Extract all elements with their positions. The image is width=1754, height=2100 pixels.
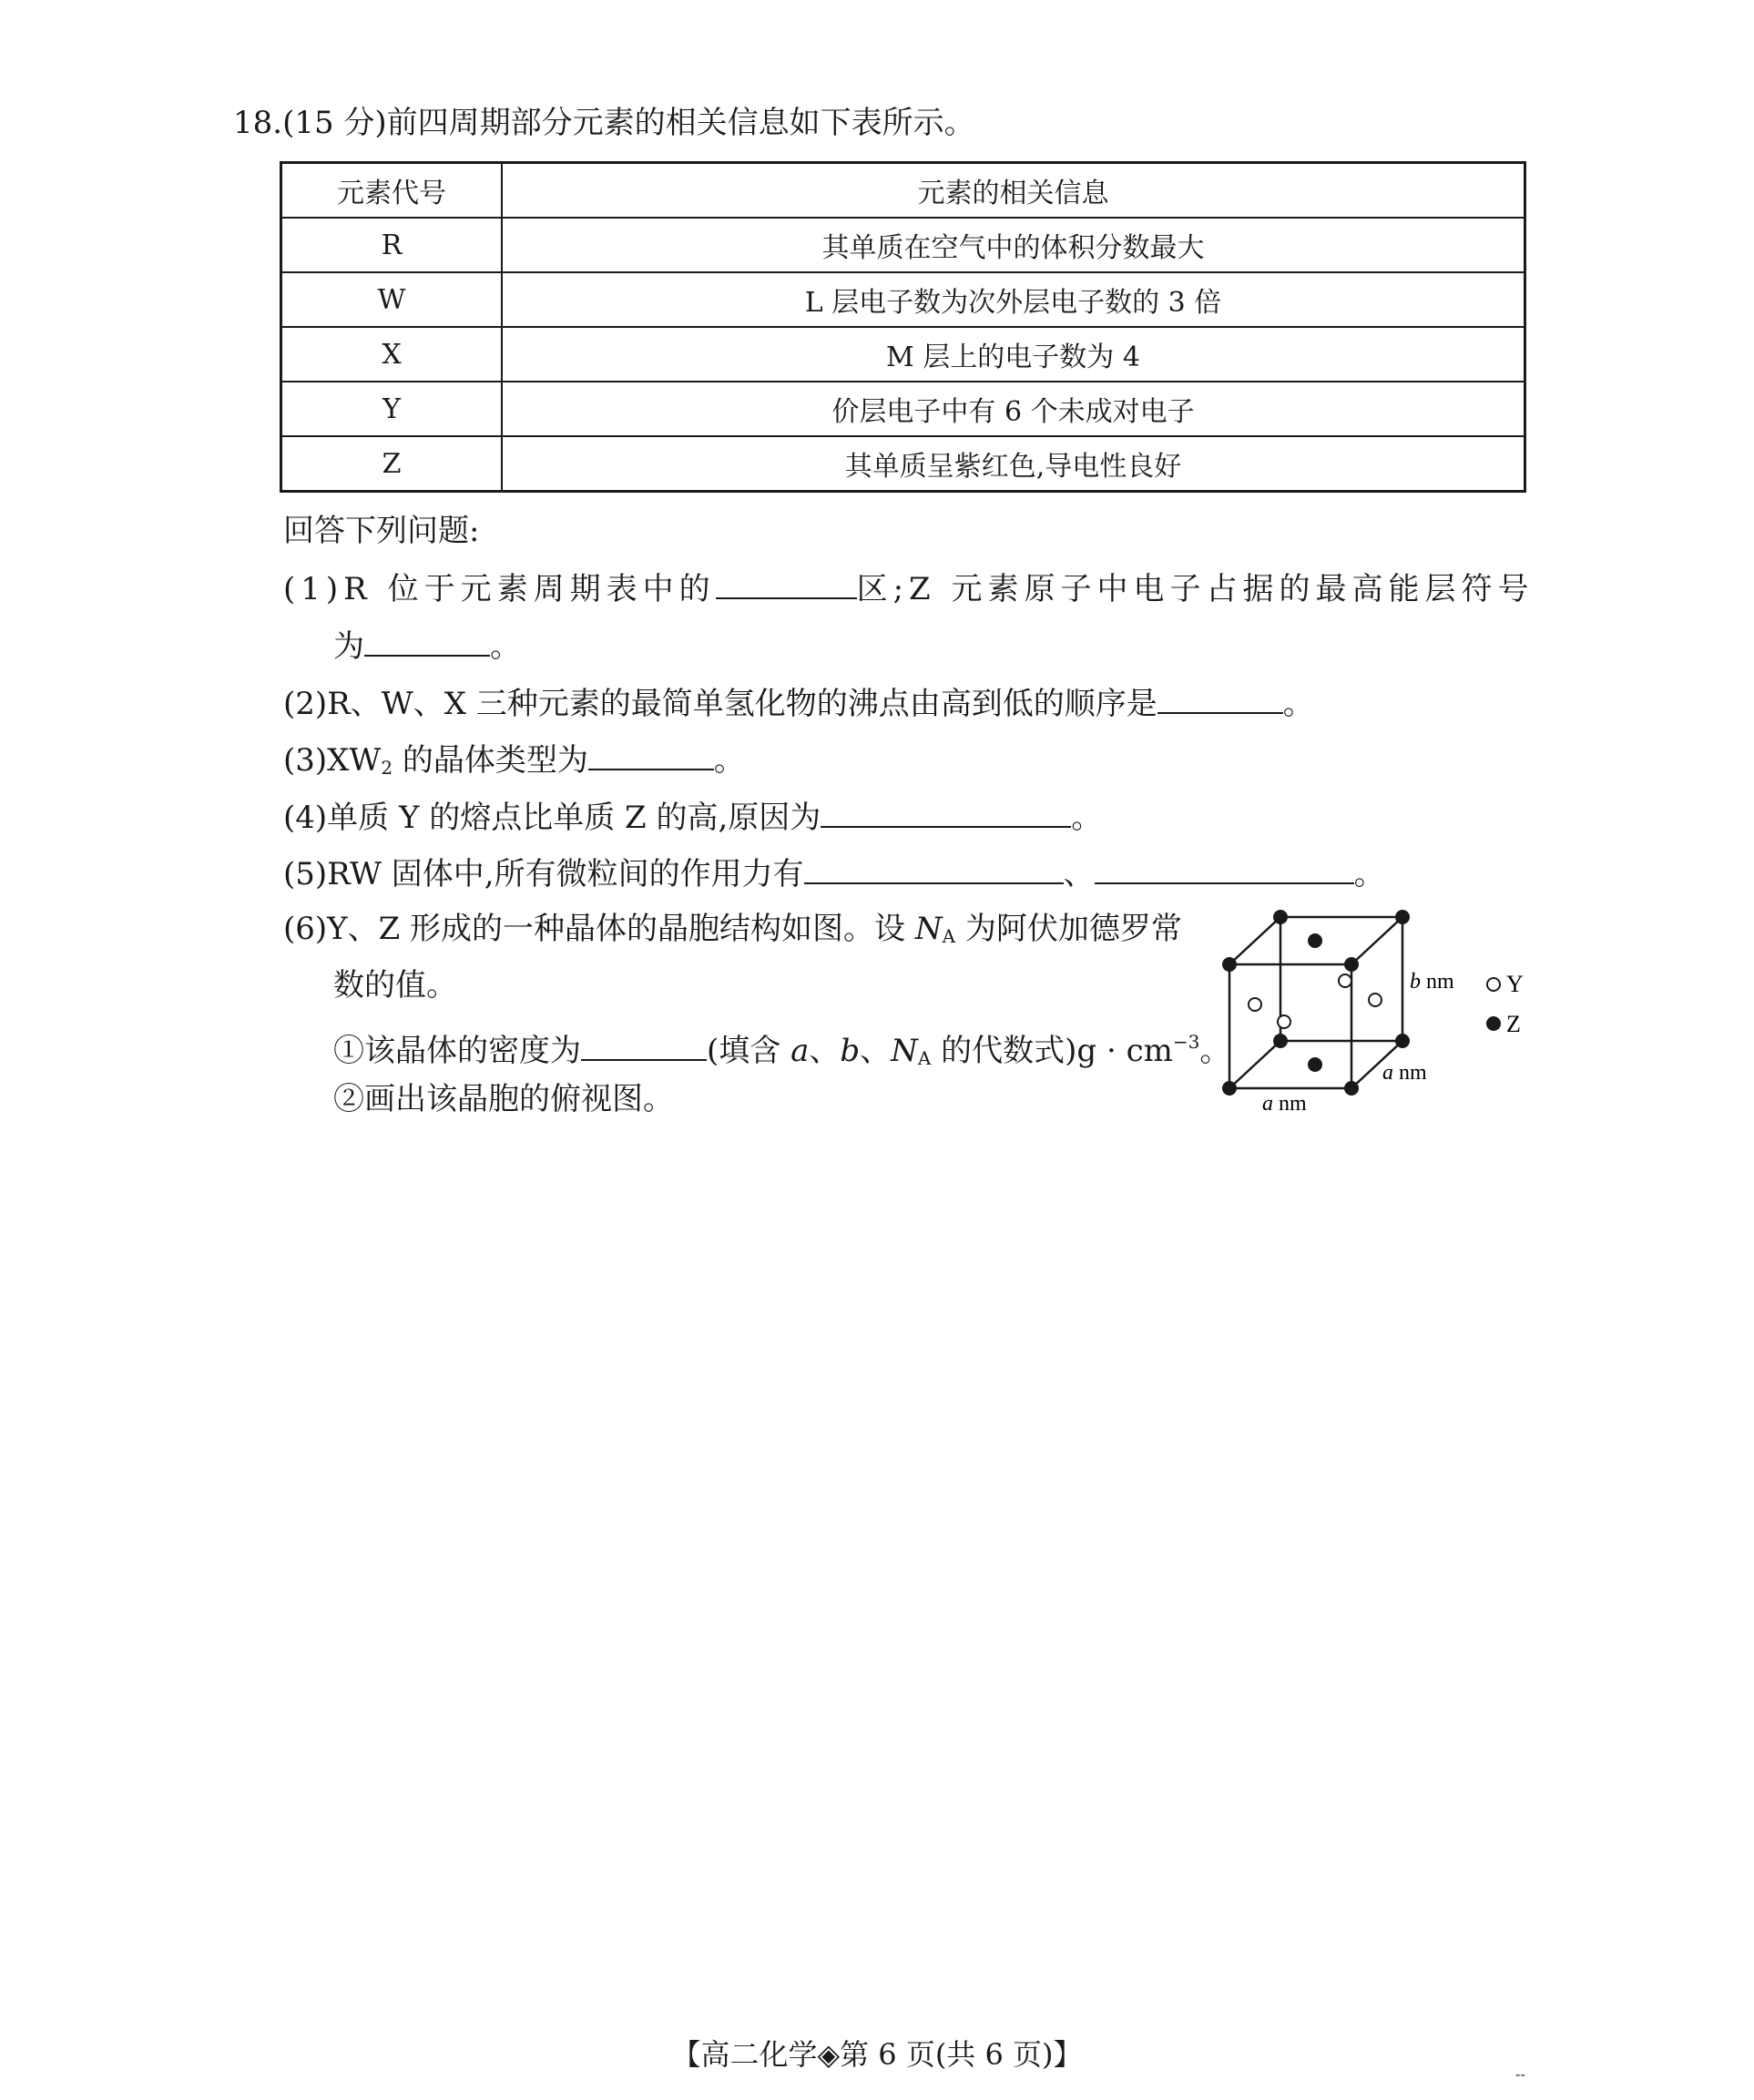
legend-y-label: Y <box>1506 971 1524 997</box>
answer-blank-5b[interactable] <box>1095 851 1354 884</box>
element-info-table <box>280 161 1526 493</box>
question-3 <box>283 738 745 789</box>
table-row <box>281 382 1525 436</box>
question-6-part-2: ②画出该晶胞的俯视图。 <box>333 1081 674 1117</box>
answer-blank-6-density[interactable] <box>581 1028 707 1061</box>
avogadro-subscript: A <box>942 925 956 947</box>
question-1-text-b: 区;Z 元素原子中电子占据的最高能层符号 <box>856 571 1535 607</box>
question-1-line-1 <box>283 566 1534 610</box>
question-1-text-c: 为 <box>333 628 364 665</box>
label-b-nm: b nm <box>1410 970 1454 994</box>
answer-blank-1a[interactable] <box>716 566 857 599</box>
question-6-part-1 <box>333 1021 1230 1079</box>
z-atom <box>1395 1034 1410 1048</box>
z-atom <box>1308 1057 1322 1072</box>
question-5-separator: 、 <box>1063 856 1095 892</box>
part-1-text-b: (填含 <box>707 1033 791 1069</box>
z-atom <box>1308 933 1322 948</box>
z-atom <box>1273 910 1288 924</box>
question-2-end: 。 <box>1282 686 1314 722</box>
question-4-end: 。 <box>1071 800 1103 836</box>
part-1-text-c: 的代数式)g · cm <box>931 1033 1173 1069</box>
part-1-text-d: 。 <box>1199 1033 1231 1069</box>
table-row <box>281 436 1525 492</box>
answer-prompt: 回答下列问题: <box>283 513 480 549</box>
z-atom <box>1222 1081 1237 1096</box>
part-1-sep-2: 、 <box>860 1033 892 1069</box>
question-5-end: 。 <box>1353 856 1385 892</box>
question-3-text-a: (3)XW <box>283 742 382 779</box>
y-atom <box>1249 998 1261 1011</box>
legend-y-marker <box>1487 978 1500 991</box>
y-atom <box>1339 974 1351 987</box>
element-info: 其单质呈紫红色,导电性良好 <box>502 436 1525 492</box>
part-1-sep-1: 、 <box>809 1033 841 1069</box>
element-code: R <box>281 218 503 272</box>
question-5 <box>283 851 1385 895</box>
question-5-text: (5)RW 固体中,所有微粒间的作用力有 <box>283 856 804 892</box>
question-6-line-1 <box>283 908 1182 957</box>
avogadro-subscript-2: A <box>917 1047 932 1069</box>
question-4 <box>283 795 1102 839</box>
y-atom <box>1278 1015 1290 1028</box>
element-code: X <box>281 327 503 382</box>
element-info: L 层电子数为次外层电子数的 3 倍 <box>502 272 1525 327</box>
table-row <box>281 218 1525 272</box>
table-header-info: 元素的相关信息 <box>502 163 1525 219</box>
avogadro-symbol: N <box>914 911 943 947</box>
var-b: b <box>840 1033 861 1069</box>
answer-blank-5a[interactable] <box>804 851 1064 884</box>
part-1-text-a: ①该晶体的密度为 <box>333 1033 581 1069</box>
question-1-text-a: (1)R 位于元素周期表中的 <box>283 571 716 607</box>
element-info: 其单质在空气中的体积分数最大 <box>502 218 1525 272</box>
z-atom <box>1222 957 1237 972</box>
page-footer: 【高二化学◈第 6 页(共 6 页)】 <box>671 2037 1083 2072</box>
question-3-end: 。 <box>713 742 745 779</box>
question-2 <box>283 681 1314 725</box>
element-code: Y <box>281 382 503 436</box>
question-4-text: (4)单质 Y 的熔点比单质 Z 的高,原因为 <box>283 800 821 836</box>
question-1-text-d: 。 <box>490 628 521 665</box>
question-2-text: (2)R、W、X 三种元素的最简单氢化物的沸点由高到低的顺序是 <box>283 686 1157 722</box>
legend-z-marker <box>1486 1016 1501 1031</box>
element-info: M 层上的电子数为 4 <box>502 327 1525 382</box>
table-row <box>281 327 1525 382</box>
element-code: W <box>281 272 503 327</box>
y-atom <box>1369 994 1382 1006</box>
unit-cell-figure <box>1202 897 1539 1125</box>
legend-z-label: Z <box>1506 1011 1521 1037</box>
avogadro-symbol-2: N <box>891 1033 918 1069</box>
question-6-line-2: 数的值。 <box>333 967 457 1004</box>
question-1-line-2 <box>333 624 521 668</box>
question-title: 18.(15 分)前四周期部分元素的相关信息如下表所示。 <box>233 105 975 141</box>
label-a-nm-bottom: a nm <box>1262 1092 1307 1116</box>
var-a: a <box>790 1033 810 1069</box>
question-3-subscript: 2 <box>381 757 393 779</box>
table-row <box>281 272 1525 327</box>
element-code: Z <box>281 436 503 492</box>
element-info: 价层电子中有 6 个未成对电子 <box>502 382 1525 436</box>
question-6-text-b: 为阿伏加德罗常 <box>955 911 1182 947</box>
z-atom <box>1395 910 1410 924</box>
corner-mark: -- <box>1515 2065 1525 2083</box>
unit-exponent: −3 <box>1172 1031 1200 1053</box>
y-atoms <box>1249 974 1382 1028</box>
table-header-row <box>281 163 1525 219</box>
z-atom <box>1344 1081 1359 1096</box>
answer-blank-2[interactable] <box>1157 681 1283 714</box>
table-header-code: 元素代号 <box>281 163 503 219</box>
question-3-text-b: 的晶体类型为 <box>393 742 588 779</box>
question-6-text-a: (6)Y、Z 形成的一种晶体的晶胞结构如图。设 <box>283 911 915 947</box>
z-atom <box>1344 957 1359 972</box>
answer-blank-1b[interactable] <box>364 624 490 657</box>
label-a-nm-side: a nm <box>1382 1061 1427 1085</box>
answer-blank-3[interactable] <box>588 738 714 770</box>
z-atom <box>1273 1034 1288 1048</box>
answer-blank-4[interactable] <box>821 795 1071 828</box>
